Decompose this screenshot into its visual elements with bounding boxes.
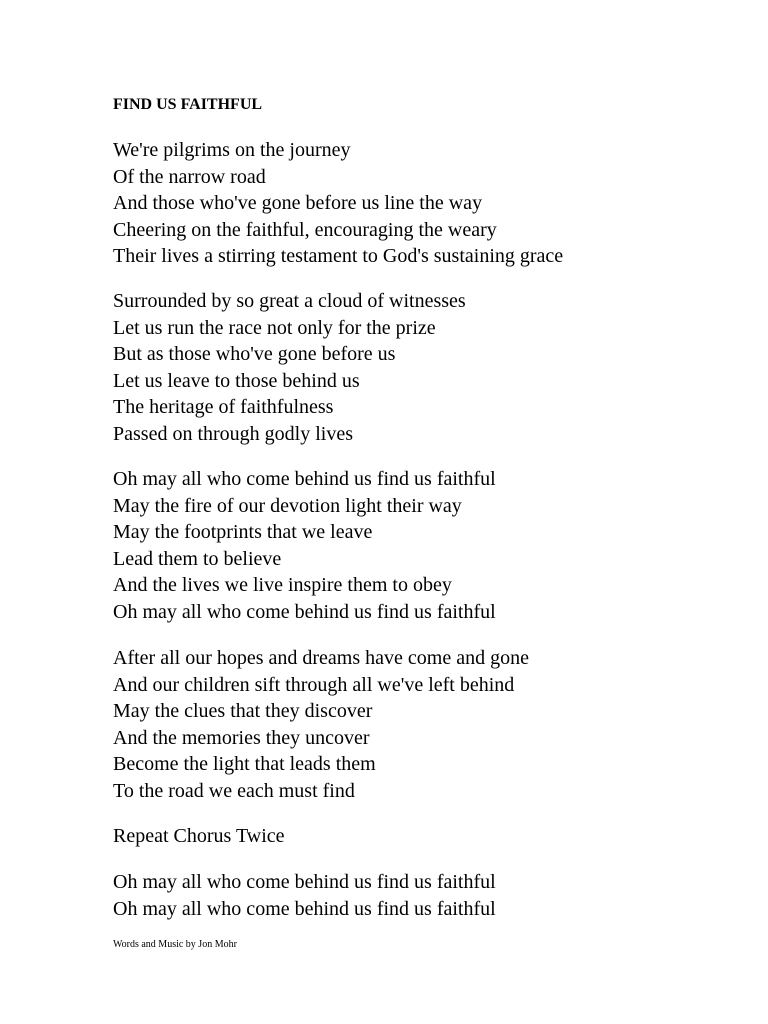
- lyric-line: Oh may all who come behind us find us faithful: [113, 468, 496, 490]
- instruction-line: Repeat Chorus Twice: [113, 825, 285, 847]
- lyric-line: The heritage of faithfulness: [113, 396, 334, 419]
- lyric-line: Lead them to believe: [113, 547, 282, 570]
- lyric-line: We're pilgrims on the journey: [113, 139, 351, 161]
- lyric-line: Let us leave to those behind us: [113, 369, 360, 392]
- stanza-1: [113, 137, 563, 270]
- stanza-2: [113, 288, 466, 448]
- lyric-line: Become the light that leads them: [113, 753, 376, 776]
- song-credit: Words and Music by Jon Mohr: [113, 939, 237, 950]
- lyric-line: Oh may all who come behind us find us faithful: [113, 600, 496, 623]
- lyric-line: But as those who've gone before us: [113, 343, 396, 366]
- lyric-line: Oh may all who come behind us find us faithful: [113, 897, 496, 920]
- lyric-line: To the road we each must find: [113, 779, 355, 802]
- lyric-line: Cheering on the faithful, encouraging the weary: [113, 218, 497, 241]
- lyric-line: Let us run the race not only for the prize: [113, 316, 436, 339]
- stanza-3: [113, 645, 529, 805]
- lyric-line: And the memories they uncover: [113, 726, 370, 749]
- lyric-line: Their lives a stirring testament to God's sustaining grace: [113, 245, 564, 268]
- lyric-line: Oh may all who come behind us find us faithful: [113, 871, 496, 893]
- lyric-line: Of the narrow road: [113, 165, 266, 188]
- lyric-line: And the lives we live inspire them to obey: [113, 574, 452, 597]
- lyric-line: And those who've gone before us line the way: [113, 192, 483, 215]
- song-title: FIND US FAITHFUL: [113, 96, 263, 113]
- lyric-line: May the clues that they discover: [113, 700, 373, 723]
- lyric-line: Surrounded by so great a cloud of witnesses: [113, 290, 466, 312]
- stanza-ending: [113, 869, 496, 922]
- lyric-line: May the fire of our devotion light their way: [113, 494, 462, 517]
- lyric-line: After all our hopes and dreams have come and gone: [113, 647, 529, 669]
- lyric-line: May the footprints that we leave: [113, 521, 373, 544]
- lyric-line: And our children sift through all we've left behind: [113, 673, 515, 696]
- stanza-chorus: [113, 466, 496, 626]
- lyric-line: Passed on through godly lives: [113, 422, 353, 445]
- repeat-instruction: [113, 823, 285, 850]
